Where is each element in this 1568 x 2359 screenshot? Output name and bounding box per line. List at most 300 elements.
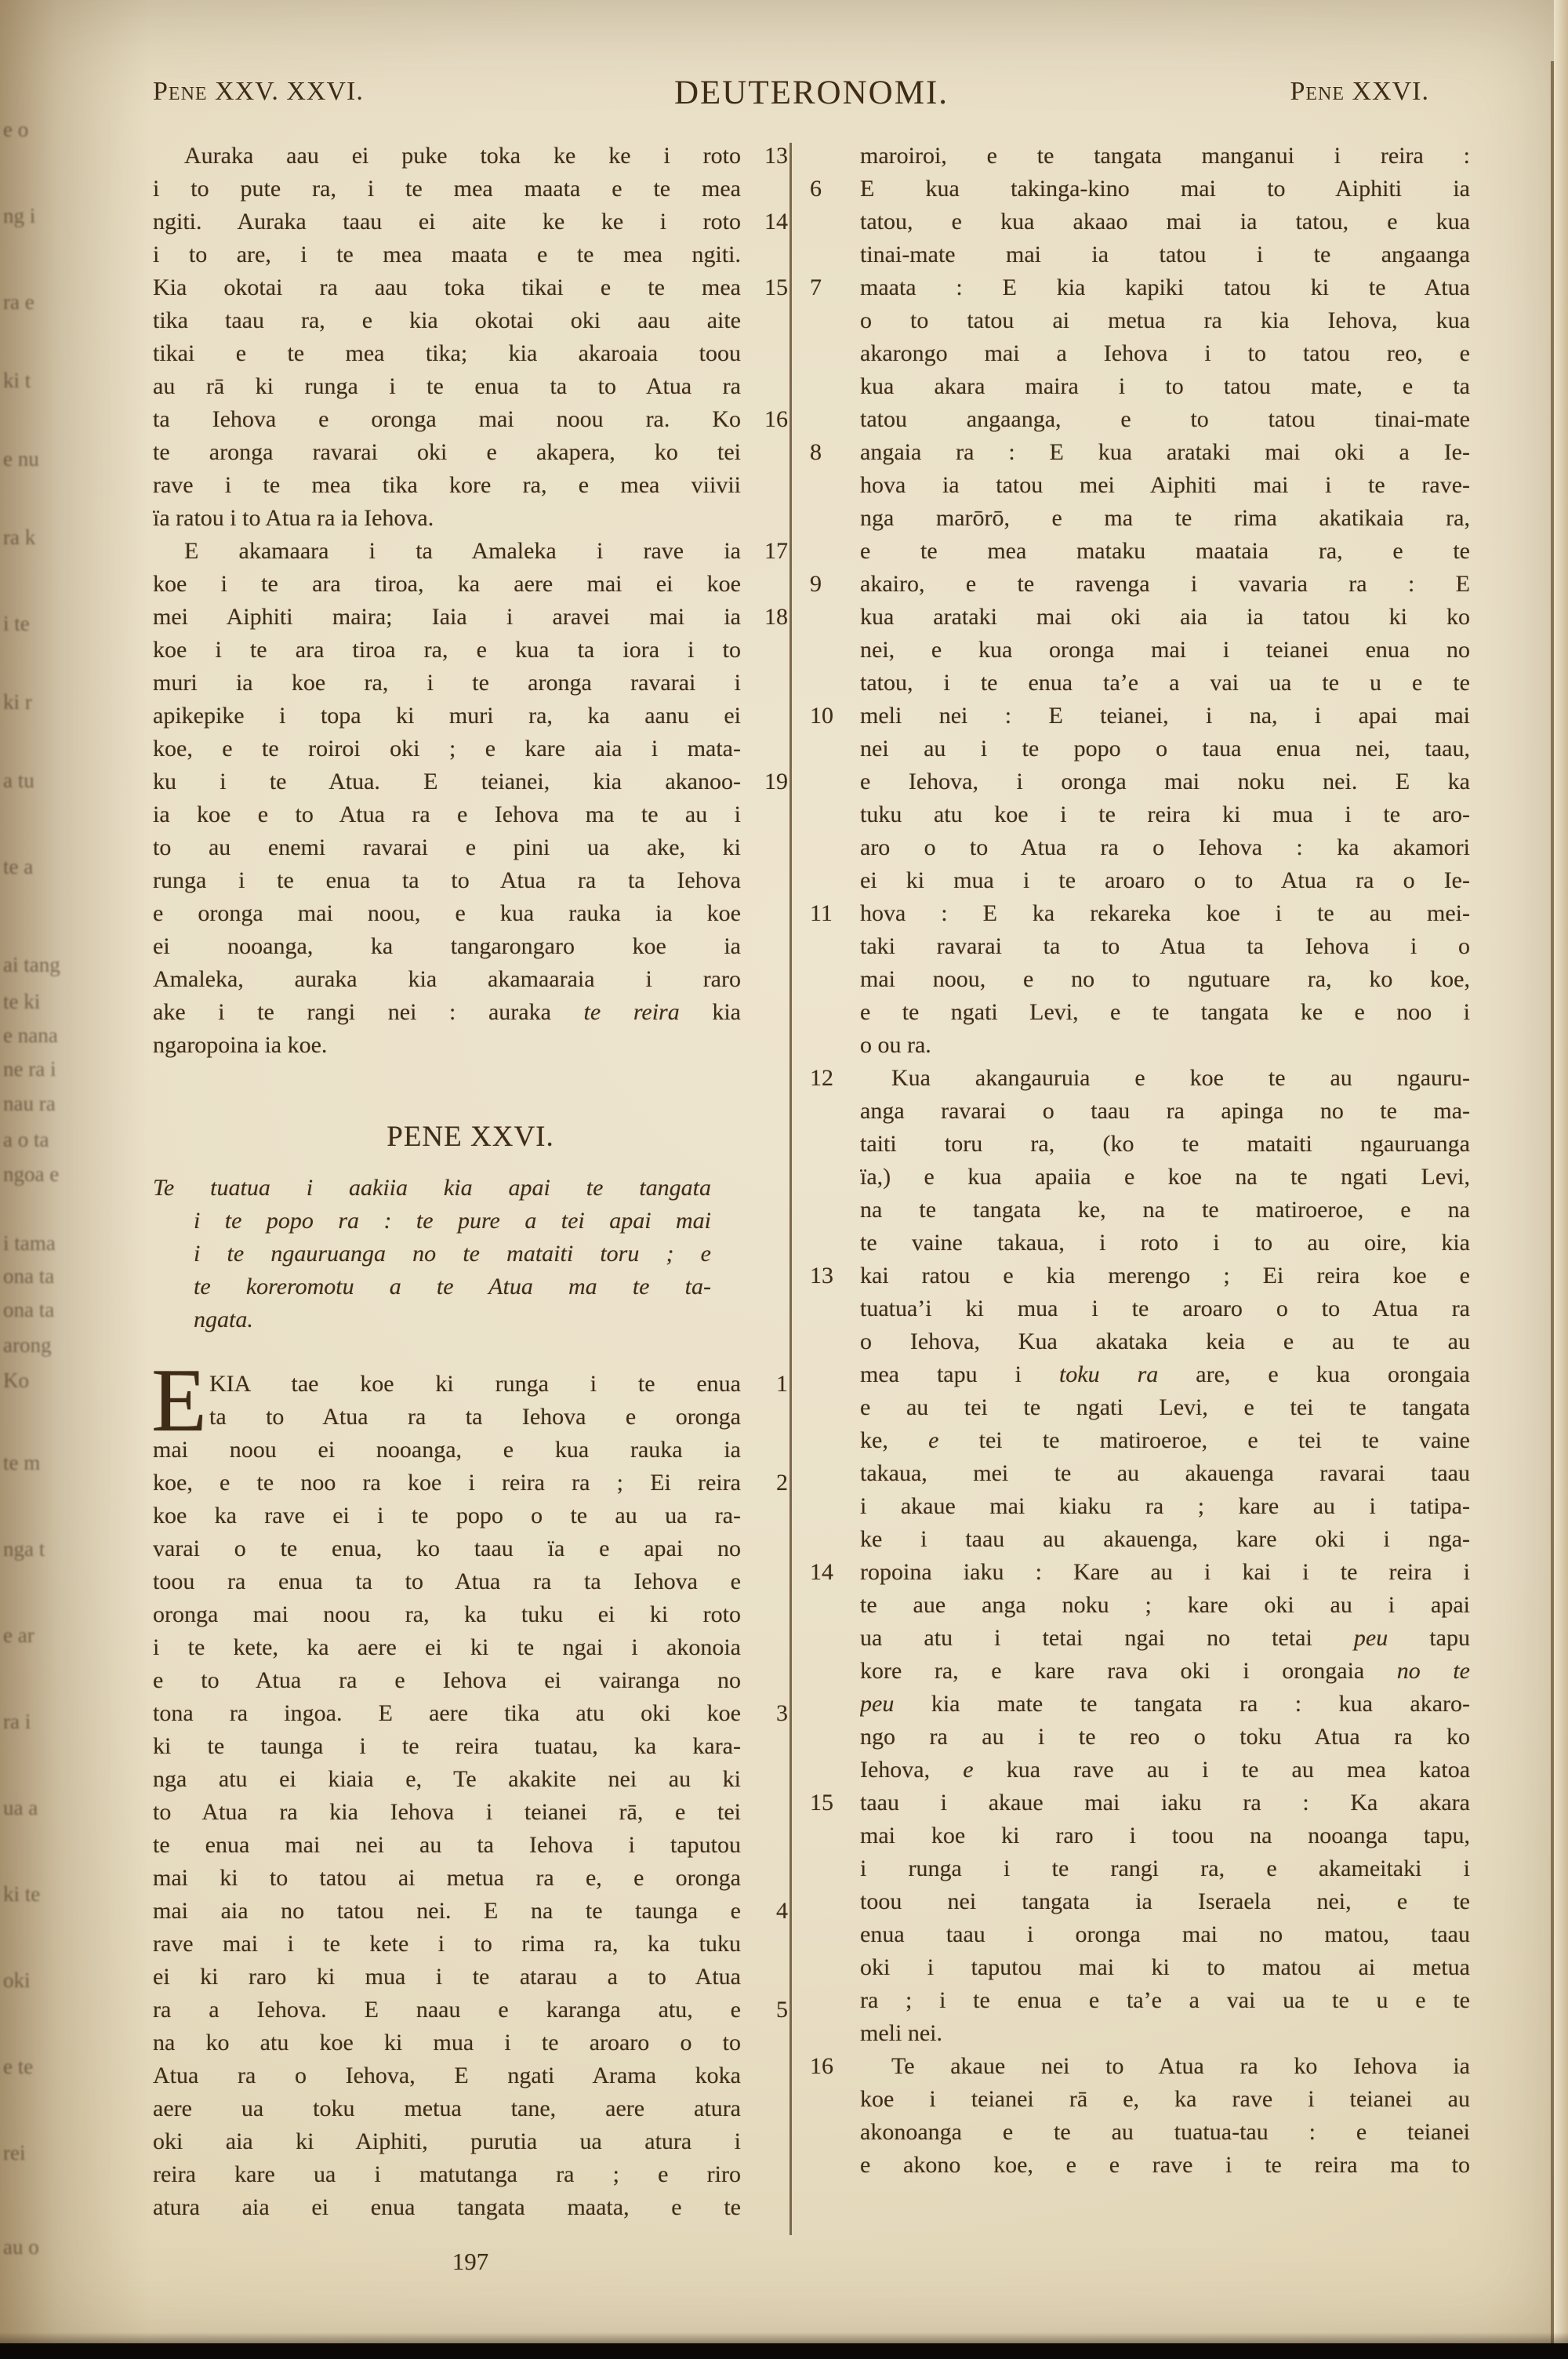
verse-line — [810, 502, 1470, 535]
verse-line — [153, 238, 788, 271]
verse-number — [741, 732, 788, 765]
verse-text: o Iehova, Kua akataka keia e au te au — [860, 1329, 1470, 1354]
verse-text: koe i te ara tiroa, ka aere mai ei koe — [153, 571, 741, 597]
facing-page-text-fragment: ona ta — [3, 1264, 55, 1288]
verse-line — [810, 2017, 1470, 2050]
verse-line — [810, 436, 1470, 469]
verse-number — [741, 2092, 788, 2125]
header-book-title: DEUTERONOMI. — [673, 75, 949, 111]
verse-text: mei Aiphiti maira; Iaia i aravei mai ia — [153, 604, 741, 630]
verse-number — [741, 1664, 788, 1697]
verse-line — [810, 1062, 1470, 1095]
facing-page-text-fragment: ra i — [3, 1710, 31, 1733]
verse-line — [810, 1292, 1470, 1325]
verse-number — [810, 1358, 860, 1391]
verse-text: Te akaue nei to Atua ra ko Iehova ia — [891, 2053, 1470, 2079]
verse-text: tuku atu koe i te reira ki mua i te aro- — [860, 801, 1470, 827]
facing-page-text-fragment: rei — [3, 2141, 26, 2165]
verse-number: 7 — [810, 274, 822, 300]
verse-line — [153, 1994, 788, 2026]
verse-line — [153, 667, 788, 700]
verse-text: te aronga ravarai oki e akapera, ko tei — [153, 439, 741, 465]
verse-number — [741, 370, 788, 403]
verse-line — [810, 1161, 1470, 1194]
verse-line — [810, 1885, 1470, 1918]
verse-number — [810, 1128, 860, 1161]
verse-number — [810, 1523, 860, 1556]
verse-number — [741, 568, 788, 601]
verse-number — [810, 1721, 860, 1754]
verse-text: mai aia no tatou nei. E na te taunga e — [153, 1898, 741, 1924]
verse-number — [741, 1598, 788, 1631]
verse-number — [810, 1194, 860, 1227]
verse-number — [810, 2017, 860, 2050]
verse-line — [810, 1787, 1470, 1819]
verse-line — [153, 1664, 788, 1697]
verse-text: o ou ra. — [860, 1032, 931, 1058]
verse-text: o to tatou ai metua ra kia Iehova, kua — [860, 307, 1470, 333]
verse-text: ropoina iaku : Kare au i kai i te reira i — [860, 1559, 1470, 1585]
facing-page-text-fragment: ua a — [3, 1796, 38, 1819]
verse-number — [810, 304, 860, 337]
chapter-xxvi-lines — [151, 1350, 788, 2224]
verse-line — [153, 798, 788, 831]
verse-line — [810, 996, 1470, 1029]
facing-page-text-fragment: e te — [3, 2055, 34, 2078]
next-page-edge — [1554, 0, 1568, 2359]
verse-number — [741, 667, 788, 700]
verse-number — [810, 1622, 860, 1655]
verse-text: akarongo mai a Iehova i to tatou reo, e — [860, 340, 1470, 366]
left-column — [153, 140, 788, 2224]
facing-page-text-fragment: e ar — [3, 1623, 34, 1647]
verse-line — [810, 1984, 1470, 2017]
verse-text: ngata. — [194, 1307, 253, 1332]
right-column-verses — [810, 140, 1470, 2182]
verse-text: nga atu ei kiaia e, Te akakite nei au ki — [153, 1766, 741, 1792]
verse-line — [153, 304, 788, 337]
verse-line — [153, 1895, 788, 1928]
verse-line — [153, 2191, 788, 2224]
verse-text: mea tapu i toku ra are, e kua orongaia — [860, 1361, 1470, 1387]
verse-line — [810, 535, 1470, 568]
verse-number — [741, 1928, 788, 1961]
verse-number — [810, 1457, 860, 1490]
verse-text: kore ra, e kare rava oki i orongaia no te — [860, 1658, 1470, 1684]
verse-text: koe i te ara tiroa ra, e kua ta iora i to — [153, 637, 741, 663]
verse-text: oki aia ki Aiphiti, purutia ua atura i — [153, 2128, 741, 2154]
verse-text: akairo, e te ravenga i vavaria ra : E — [860, 571, 1470, 597]
verse-number: 9 — [810, 571, 822, 597]
verse-text: ei ki mua i te aroaro o to Atua ra o Ie- — [860, 867, 1470, 893]
verse-text: ku i te Atua. E teianei, kia akanoo- — [153, 769, 741, 794]
verse-number — [741, 436, 788, 469]
verse-text: varai o te enua, ko taau ïa e apai no — [153, 1536, 741, 1561]
verse-text: ei ki raro ki mua i te atarau a to Atua — [153, 1964, 741, 1990]
verse-text: meli nei : E teianei, i na, i apai mai — [860, 703, 1470, 729]
verse-number — [810, 1819, 860, 1852]
verse-number — [741, 502, 788, 535]
verse-text: toou ra enua ta to Atua ra ta Iehova e — [153, 1568, 741, 1594]
verse-text: e akono koe, e e rave i te reira ma to — [860, 2152, 1470, 2178]
verse-line — [810, 1391, 1470, 1424]
verse-number — [810, 1029, 860, 1062]
verse-line — [810, 271, 1470, 304]
verse-number — [810, 1227, 860, 1259]
verse-number — [810, 1095, 860, 1128]
verse-text: ua atu i tetai ngai no tetai peu tapu — [860, 1625, 1470, 1651]
verse-line — [810, 2050, 1470, 2083]
verse-line — [810, 370, 1470, 403]
verse-line — [153, 173, 788, 205]
verse-line — [153, 1303, 711, 1336]
verse-text: e te ngati Levi, e te tangata ke e noo i — [860, 999, 1470, 1025]
verse-number — [741, 1862, 788, 1895]
verse-text: na te tangata ke, na te matiroeroe, e na — [860, 1197, 1470, 1223]
verse-number — [810, 634, 860, 667]
verse-text: kai ratou e kia merengo ; Ei reira koe e — [860, 1263, 1470, 1289]
verse-text: tatou angaanga, e to tatou tinai-mate — [860, 406, 1470, 432]
verse-line — [810, 1029, 1470, 1062]
facing-page-text-fragment: te m — [3, 1451, 41, 1474]
verse-number — [810, 337, 860, 370]
verse-text: tona ra ingoa. E aere tika atu oki koe — [153, 1700, 741, 1726]
verse-line — [153, 1172, 711, 1205]
verse-number — [741, 304, 788, 337]
verse-number: 14 — [810, 1559, 833, 1585]
verse-number — [810, 1589, 860, 1622]
verse-number: 10 — [810, 703, 833, 729]
verse-number — [810, 1951, 860, 1984]
verse-text: meli nei. — [860, 2020, 942, 2046]
verse-text: koe i teianei rā e, ka rave i teianei au — [860, 2086, 1470, 2112]
verse-number — [741, 1401, 788, 1434]
verse-text: Atua ra o Iehova, E ngati Arama koka — [153, 2063, 741, 2088]
chapter-summary — [153, 1172, 711, 1336]
facing-page-text-fragment: nau ra — [3, 1092, 56, 1115]
verse-number — [810, 1852, 860, 1885]
verse-number — [810, 667, 860, 700]
verse-number: 16 — [810, 2053, 833, 2079]
verse-text: tinai-mate mai ia tatou i te angaanga — [860, 242, 1470, 267]
verse-line — [153, 469, 788, 502]
verse-text: E kua takinga-kino mai to Aiphiti ia — [860, 176, 1470, 202]
verse-number — [741, 1631, 788, 1664]
verse-text: ngaropoina ia koe. — [153, 1032, 328, 1058]
verse-line — [153, 601, 788, 634]
verse-line — [810, 700, 1470, 732]
verse-number — [810, 1424, 860, 1457]
facing-page-text-fragment: e o — [3, 118, 29, 141]
verse-line — [810, 732, 1470, 765]
verse-text: taiti toru ra, (ko te mataiti ngauruanga — [860, 1131, 1470, 1157]
verse-line — [153, 370, 788, 403]
verse-number: 1 — [776, 1371, 788, 1397]
verse-line — [153, 1730, 788, 1763]
verse-number — [810, 1984, 860, 2017]
running-header — [153, 74, 1470, 113]
verse-number — [741, 831, 788, 864]
verse-line — [810, 1523, 1470, 1556]
verse-text: ïa ratou i to Atua ra ia Iehova. — [153, 505, 434, 531]
facing-page-text-fragment: ra k — [3, 525, 36, 549]
verse-text: hova ia tatou mei Aiphiti mai i te rave- — [860, 472, 1470, 498]
verse-text: koe, e te roiroi oki ; e kare aia i mata- — [153, 736, 741, 761]
verse-text: ngo ra au i te reo o toku Atua ra ko — [860, 1724, 1470, 1750]
verse-line — [810, 1589, 1470, 1622]
facing-page-text-fragment: e nu — [3, 447, 39, 471]
verse-line — [810, 1259, 1470, 1292]
verse-number — [810, 930, 860, 963]
verse-text: mai noou, e no to ngutuare ra, ko koe, — [860, 966, 1470, 992]
verse-line — [810, 568, 1470, 601]
header-chapter-range: Pene XXV. XXVI. — [153, 77, 364, 106]
verse-number: 19 — [764, 769, 788, 794]
verse-text: hova : E ka rekareka koe i te au mei- — [860, 900, 1470, 926]
verse-line — [810, 2083, 1470, 2116]
verse-number — [741, 1532, 788, 1565]
verse-number — [741, 930, 788, 963]
verse-line — [153, 403, 788, 436]
facing-page-text-fragment: au o — [3, 2235, 39, 2259]
verse-text: e to Atua ra e Iehova ei vairanga no — [153, 1667, 741, 1693]
verse-line — [153, 864, 788, 897]
verse-line — [153, 1029, 788, 1062]
facing-page-text-fragment: ra e — [3, 290, 34, 314]
verse-text: to au enemi ravarai e pini ua ake, ki — [153, 834, 741, 860]
verse-line — [810, 2116, 1470, 2149]
verse-line — [810, 403, 1470, 436]
verse-line — [810, 1688, 1470, 1721]
verse-text: te koreromotu a te Atua ma te ta- — [194, 1274, 711, 1299]
verse-text: ta Iehova e oronga mai noou ra. Ko — [153, 406, 741, 432]
verse-line — [153, 996, 788, 1029]
verse-line — [810, 1655, 1470, 1688]
right-column — [810, 140, 1470, 2182]
verse-number — [741, 864, 788, 897]
verse-line — [153, 271, 788, 304]
verse-number — [810, 732, 860, 765]
verse-number — [810, 864, 860, 897]
verse-text: Iehova, e kua rave au i te au mea katoa — [860, 1757, 1470, 1783]
verse-line — [810, 1424, 1470, 1457]
verse-text: taau i akaue mai iaku ra : Ka akara — [860, 1790, 1470, 1816]
verse-number: 8 — [810, 439, 822, 465]
verse-text: nei au i te popo o taua enua nei, taau, — [860, 736, 1470, 761]
facing-page-text-fragment: te ki — [3, 990, 41, 1013]
verse-text: te enua mai nei au ta Iehova i taputou — [153, 1832, 741, 1858]
verse-text: runga i te enua ta to Atua ra ta Iehova — [153, 867, 741, 893]
verse-number — [741, 634, 788, 667]
verse-text: i to are, i te mea maata e te mea ngiti. — [153, 242, 741, 267]
verse-number — [810, 205, 860, 238]
verse-text: ra ; i te enua e ta’e a vai ua te u e te — [860, 1987, 1470, 2013]
verse-text: ia koe e to Atua ra e Iehova ma te au i — [153, 801, 741, 827]
verse-number — [810, 1292, 860, 1325]
verse-text: toou nei tangata ia Iseraela nei, e te — [860, 1888, 1470, 1914]
verse-line — [153, 1467, 788, 1499]
verse-number — [810, 1688, 860, 1721]
verse-line — [810, 1721, 1470, 1754]
verse-number: 15 — [764, 274, 788, 300]
verse-text: ke i taau au akauenga, kare oki i nga- — [860, 1526, 1470, 1552]
verse-line — [153, 1697, 788, 1730]
verse-line — [153, 2158, 788, 2191]
facing-page-text-fragment: Ko — [3, 1369, 29, 1392]
verse-number: 11 — [810, 900, 833, 926]
verse-line — [810, 634, 1470, 667]
verse-number: 16 — [764, 406, 788, 432]
verse-text: aro o to Atua ra o Iehova : ka akamori — [860, 834, 1470, 860]
verse-line — [153, 1763, 788, 1796]
verse-text: oronga mai noou ra, ka tuku ei ki roto — [153, 1601, 741, 1627]
verse-line — [153, 930, 788, 963]
verse-line — [810, 1622, 1470, 1655]
verse-line — [153, 1796, 788, 1829]
verse-number — [810, 1885, 860, 1918]
verse-line — [153, 1829, 788, 1862]
verse-number — [810, 370, 860, 403]
verse-number — [810, 1161, 860, 1194]
verse-line — [153, 205, 788, 238]
verse-text: ki te taunga i te reira tuatau, ka kara- — [153, 1733, 741, 1759]
verse-text: muri ia koe ra, i te aronga ravarai i — [153, 670, 741, 696]
verse-text: Auraka aau ei puke toka ke ke i roto — [184, 143, 741, 169]
verse-number — [741, 1796, 788, 1829]
verse-number: 14 — [764, 209, 788, 234]
verse-text: te aue anga noku ; kare oki au i apai — [860, 1592, 1470, 1618]
page-number: 197 — [452, 2248, 489, 2275]
verse-number — [741, 2125, 788, 2158]
verse-text: ake i te rangi nei : auraka te reira kia — [153, 999, 741, 1025]
verse-text: ei nooanga, ka tangarongaro koe ia — [153, 933, 741, 959]
verse-text: koe, e te noo ra koe i reira ra ; Ei reira — [153, 1470, 741, 1496]
facing-page-text-fragment: a tu — [3, 769, 34, 792]
verse-text: ta to Atua ra ta Iehova e oronga — [209, 1404, 741, 1430]
verse-text: i te popo ra : te pure a tei apai mai — [194, 1208, 711, 1234]
verse-text: tuatua’i ki mua i te aroaro o to Atua ra — [860, 1296, 1470, 1321]
verse-text: e oronga mai noou, e kua rauka ia koe — [153, 900, 741, 926]
verse-number — [810, 798, 860, 831]
verse-line — [810, 864, 1470, 897]
verse-text: taki ravarai ta to Atua ta Iehova i o — [860, 933, 1470, 959]
verse-line — [153, 2059, 788, 2092]
verse-text: mai koe ki raro i toou na nooanga tapu, — [860, 1823, 1470, 1848]
verse-line — [810, 667, 1470, 700]
verse-number — [810, 502, 860, 535]
verse-number: 15 — [810, 1790, 833, 1816]
verse-text: takaua, mei te au akauenga ravarai taau — [860, 1460, 1470, 1486]
verse-text: peu kia mate te tangata ra : kua akaro- — [860, 1691, 1470, 1717]
verse-text: nga marōrō, e ma te rima akatikaia ra, — [860, 505, 1470, 531]
verse-text: maroiroi, e te tangata manganui i reira : — [860, 143, 1470, 169]
verse-line — [153, 634, 788, 667]
verse-line — [153, 1565, 788, 1598]
verse-number — [741, 1829, 788, 1862]
verse-line — [153, 732, 788, 765]
verse-line — [153, 568, 788, 601]
verse-text: tatou, i te enua ta’e a vai ua te u e te — [860, 670, 1470, 696]
chapter-xxv-verses — [153, 140, 788, 1062]
verse-number — [810, 403, 860, 436]
verse-line — [153, 1434, 788, 1467]
verse-line — [153, 1270, 711, 1303]
verse-line — [153, 831, 788, 864]
verse-number — [810, 238, 860, 271]
verse-line — [810, 140, 1470, 173]
verse-number — [741, 963, 788, 996]
verse-text: ngiti. Auraka taau ei aite ke ke i roto — [153, 209, 741, 234]
verse-line — [153, 140, 788, 173]
verse-line — [810, 963, 1470, 996]
verse-line — [153, 337, 788, 370]
verse-line — [810, 1325, 1470, 1358]
facing-page-text-fragment: ki r — [3, 690, 32, 714]
verse-text: mai ki to tatou ai metua ra e, e oronga — [153, 1865, 741, 1891]
verse-line — [810, 798, 1470, 831]
verse-line — [153, 502, 788, 535]
verse-number — [741, 2191, 788, 2224]
verse-text: ra a Iehova. E naau e karanga atu, e — [153, 1997, 741, 2023]
verse-text: tatou, e kua akaao mai ia tatou, e kua — [860, 209, 1470, 234]
verse-text: ïa,) e kua apaiia e koe na te ngati Levi, — [860, 1164, 1470, 1190]
verse-number — [741, 1434, 788, 1467]
verse-text: e Iehova, i oronga mai noku nei. E ka — [860, 769, 1470, 794]
verse-line — [810, 304, 1470, 337]
verse-line — [810, 337, 1470, 370]
verse-text: mai noou ei nooanga, e kua rauka ia — [153, 1437, 741, 1463]
verse-text: kua arataki mai oki aia ia tatou ki ko — [860, 604, 1470, 630]
verse-line — [810, 601, 1470, 634]
verse-line — [153, 1862, 788, 1895]
facing-page-text-fragment: ai tang — [3, 953, 60, 976]
facing-page-text-fragment: ne ra i — [3, 1057, 56, 1081]
verse-line — [153, 1631, 788, 1664]
verse-text: au rā ki runga i te enua ta to Atua ra — [153, 373, 741, 399]
header-chapter: Pene XXVI. — [1290, 77, 1429, 106]
verse-number — [741, 2026, 788, 2059]
verse-number: 2 — [776, 1470, 788, 1496]
verse-text: e te mea mataku maataia ra, e te — [860, 538, 1470, 564]
verse-text: KIA tae koe ki runga i te enua — [209, 1371, 741, 1397]
drop-cap: E — [151, 1350, 207, 1451]
binding-gutter — [0, 0, 149, 2359]
photo-bottom-edge — [0, 2343, 1568, 2359]
verse-number — [741, 798, 788, 831]
verse-number — [810, 2149, 860, 2182]
verse-number — [741, 996, 788, 1029]
verse-line — [810, 1951, 1470, 1984]
verse-line — [810, 1852, 1470, 1885]
verse-text: nei, e kua oronga mai i teianei enua no — [860, 637, 1470, 663]
verse-number — [810, 601, 860, 634]
verse-text: Te tuatua i aakiia kia apai te tangata — [153, 1175, 711, 1201]
verse-number — [741, 1499, 788, 1532]
facing-page-text-fragment: e nana — [3, 1023, 58, 1047]
verse-number — [741, 469, 788, 502]
verse-text: rave i te mea tika kore ra, e mea viivii — [153, 472, 741, 498]
verse-number: 17 — [764, 538, 788, 564]
verse-number — [810, 1490, 860, 1523]
verse-number: 12 — [810, 1065, 833, 1091]
verse-text: tikai e te mea tika; kia akaroaia toou — [153, 340, 741, 366]
facing-page-text-fragment: ona ta — [3, 1298, 55, 1321]
verse-number: 13 — [764, 143, 788, 169]
facing-page-text-fragment: nga t — [3, 1537, 45, 1561]
verse-text: i to pute ra, i te mea maata e te mea — [153, 176, 741, 202]
verse-number — [810, 1918, 860, 1951]
verse-text: akonoanga e te au tuatua-tau : e teianei — [860, 2119, 1470, 2145]
